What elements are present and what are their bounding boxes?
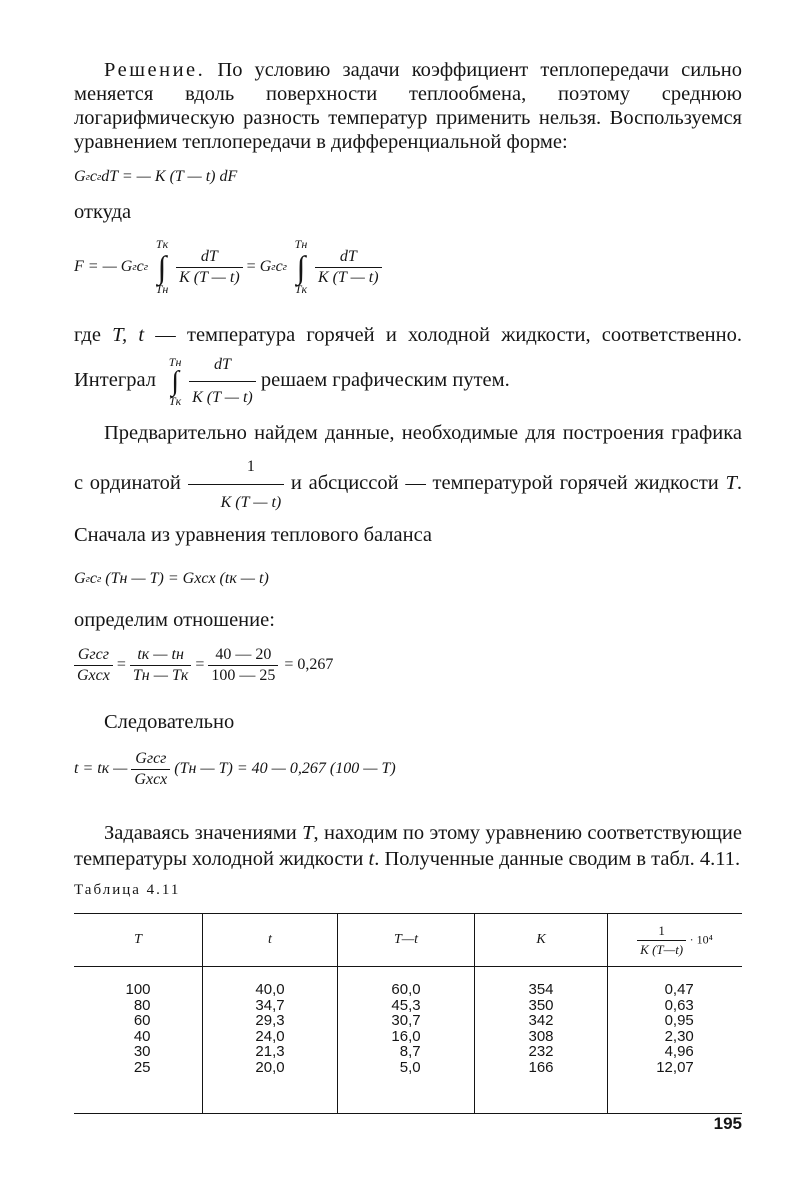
integral-2: Tн ∫ Tк (294, 237, 308, 296)
paragraph-otkuda: откуда (74, 201, 132, 223)
column-t (203, 967, 338, 1114)
table-cell: 25 (133, 1058, 151, 1076)
table-cell: 4,96 (664, 1043, 694, 1060)
column-T-minus-t (338, 967, 475, 1114)
table-cell: 0,95 (664, 1012, 694, 1029)
table-cell: 100 (125, 981, 151, 998)
table-cell: 16,0 (391, 1027, 421, 1045)
paragraph-therefore: Следовательно (104, 711, 235, 733)
table-cell: 45,3 (391, 996, 421, 1014)
header-inverse: $\frac{1}{K (T—t)}$ · 10⁴ (608, 914, 743, 967)
integral-1: Tк ∫ Tн (155, 237, 169, 296)
header-T-minus-t: T—t (338, 914, 475, 967)
table-cell: 342 (528, 1012, 554, 1029)
table-cell: 232 (528, 1043, 554, 1060)
column-inverse (608, 967, 743, 1114)
table-cell: 8,7 (399, 1043, 421, 1060)
table-cell: 30 (133, 1043, 151, 1060)
table-cell: 30,7 (391, 1012, 421, 1029)
solution-lead: Решение. (104, 59, 206, 81)
equation-balance: G г c г (Tн — T) = Gхcх (tк — t) (74, 570, 269, 587)
header-t: t (203, 914, 338, 967)
equation-ratio: $\frac{\text{Gгcг}}{\text{Gхcх}}$ = $\frac{tк — tн}{Tн — Tк}$ = $\frac{40 — 20}{100 — 25}$ = 0,267 (74, 640, 742, 690)
equation-area: F = — G г c г Tк ∫ Tн $\frac{dT}{K (T — t)}$ = G г c г Tн ∫ Tк $\frac{dT}{K (T — t)}$ (74, 224, 742, 310)
column-K (475, 967, 608, 1114)
column-T (74, 967, 203, 1114)
paragraph-solution (74, 58, 742, 154)
page-content (74, 58, 742, 1114)
table-cell: 20,0 (255, 1058, 285, 1076)
table-cell: 24,0 (255, 1027, 285, 1045)
table-cell: 80 (133, 996, 151, 1014)
table-cell: 166 (528, 1058, 554, 1076)
fraction-1: $\frac{dT}{K (T — t)}$ (176, 248, 243, 287)
table-cell: 0,63 (664, 996, 694, 1014)
equation-cold-temp: t = tк — $\frac{\text{Gгcг}}{\text{Gхcх}}$ (Tн — T) = 40 — 0,267 (100 — T) (74, 749, 396, 788)
header-K: K (475, 914, 608, 967)
table-cell: 354 (528, 981, 554, 998)
solution-text: По условию задачи коэффициент теплопередачи сильно меняется вдоль поверхности теплообмена, поэтому среднюю логарифмическую разность температур применить нельзя. Воспользуемся уравнением теплопередачи в дифференциальной форме: (74, 59, 742, 153)
data-table (74, 913, 742, 1114)
table-cell: 0,47 (664, 981, 694, 998)
paragraph-integral: где T, t — температура горячей и холодной жидкости, соответственно. Интеграл Tн ∫ Tк $\frac{dT}{K (T — t)}$ решаем графическим путем. (74, 320, 742, 413)
integral-inline: Tн ∫ Tк (168, 354, 182, 408)
table-cell: 34,7 (255, 996, 285, 1014)
paragraph-ratio-intro: определим отношение: (74, 609, 275, 631)
table-cell: 12,07 (656, 1058, 694, 1076)
page-number: 195 (713, 1114, 742, 1133)
table-cell: 2,30 (664, 1027, 694, 1045)
table-cell: 60 (133, 1012, 151, 1029)
table-cell: 21,3 (255, 1043, 285, 1060)
fraction-inline: $\frac{dT}{K (T — t)}$ (189, 350, 256, 413)
paragraph-preliminary: Предварительно найдем данные, необходимые для построения графика с ординатой $\frac{1}{K (T — t)}$ и абсциссой — температурой горячей жидкости T. Сначала из уравнения теплового баланса (74, 422, 742, 546)
table-caption: Таблица 4.11 (74, 882, 181, 898)
table-cell: 40,0 (255, 981, 285, 998)
table-cell: 29,3 (255, 1012, 285, 1029)
table-cell: 350 (528, 996, 554, 1014)
fraction-ordinate: $\frac{1}{K (T — t)}$ (188, 450, 285, 519)
equation-heat-transfer: G г c г dT = — K (T — t) dF (74, 168, 238, 185)
fraction-2: $\frac{dT}{K (T — t)}$ (315, 248, 382, 287)
header-T: T (134, 932, 142, 947)
table-cell: 308 (528, 1027, 554, 1045)
table-row (74, 967, 742, 1114)
table-cell: 5,0 (399, 1058, 421, 1076)
paragraph-table-intro: Задаваясь значениями T, находим по этому уравнению соответствующие температуры холодной жидкости t. Полученные данные сводим в табл. 4.11. (74, 822, 742, 870)
table-cell: 40 (133, 1027, 151, 1045)
table-cell: 60,0 (391, 981, 421, 998)
